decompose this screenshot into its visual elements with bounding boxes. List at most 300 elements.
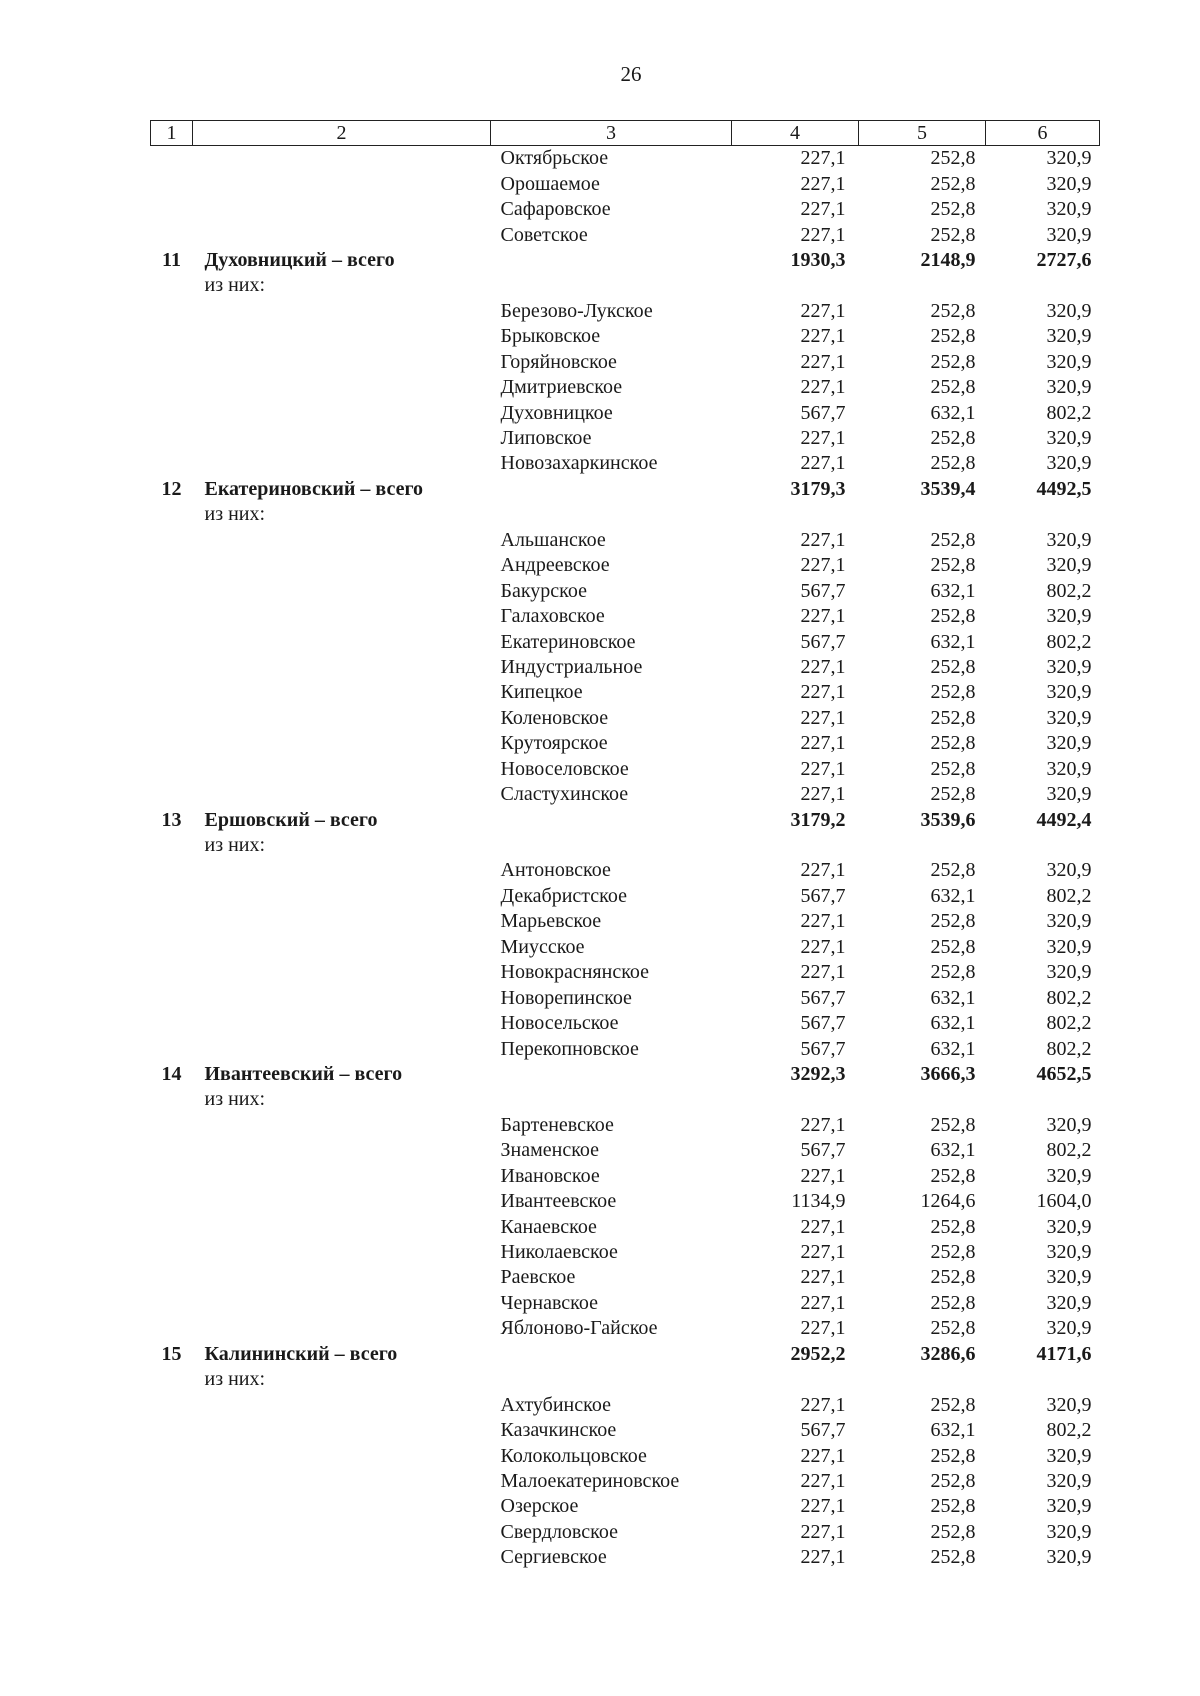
value-cell: 252,8 [930,1317,976,1340]
empty-cell [986,833,1100,858]
table-row [151,400,1100,425]
total-cell: 3179,3 [790,477,846,500]
value-cell: 227,1 [800,223,846,246]
value-cell: 227,1 [800,1266,846,1289]
value-cell: 227,1 [800,554,846,577]
value-cell: 252,8 [930,1444,976,1467]
value-cell: 632,1 [930,1139,976,1162]
empty-cell [151,858,193,883]
settlement-name: Новозахаркинское [500,452,658,475]
settlement-name: Новорепинское [500,986,632,1009]
table-row [151,731,1100,756]
empty-cell [151,1138,193,1163]
value-cell: 227,1 [800,859,846,882]
value-cell: 252,8 [930,1241,976,1264]
subheading-label: из них: [204,503,266,526]
value-cell: 1604,0 [1036,1190,1092,1213]
empty-cell [193,604,491,629]
empty-cell [193,1418,491,1443]
empty-cell [732,1367,859,1392]
empty-cell [151,1164,193,1189]
district-number: 12 [161,477,182,500]
settlement-name: Орошаемое [500,172,600,195]
total-cell: 3539,6 [920,808,976,831]
empty-cell [151,553,193,578]
settlement-name: Ивантеевское [500,1190,617,1213]
empty-cell [491,1087,732,1112]
settlement-name: Чернавское [500,1291,598,1314]
settlement-name: Екатериновское [500,630,636,653]
empty-cell [491,1062,732,1087]
empty-cell [151,604,193,629]
empty-cell [986,502,1100,527]
empty-cell [151,350,193,375]
district-row [151,248,1100,273]
value-cell: 320,9 [1046,935,1092,958]
empty-cell [151,426,193,451]
empty-cell [193,960,491,985]
settlement-name: Горяйновское [500,350,617,373]
empty-cell [732,273,859,298]
value-cell: 252,8 [930,554,976,577]
value-cell: 227,1 [800,910,846,933]
total-cell: 1930,3 [790,248,846,271]
settlement-name: Крутоярское [500,732,608,755]
value-cell: 320,9 [1046,1444,1092,1467]
table-row [151,680,1100,705]
table-row [151,706,1100,731]
empty-cell [151,1443,193,1468]
subheading-label: из них: [204,1368,266,1391]
empty-cell [151,1545,193,1570]
column-header: 2 [193,121,491,146]
settlement-name: Миусское [500,935,585,958]
settlement-name: Березово-Лукское [500,299,653,322]
empty-cell [151,1011,193,1036]
value-cell: 227,1 [800,1495,846,1518]
value-cell: 227,1 [800,528,846,551]
table-row [151,935,1100,960]
value-cell: 802,2 [1046,579,1092,602]
value-cell: 567,7 [800,986,846,1009]
empty-cell [193,1265,491,1290]
settlement-name: Николаевское [500,1241,618,1264]
table-row [151,451,1100,476]
value-cell: 227,1 [800,1241,846,1264]
district-number: 14 [161,1062,182,1085]
total-cell: 3539,4 [920,477,976,500]
settlement-name: Ивановское [500,1164,600,1187]
empty-cell [732,833,859,858]
empty-cell [491,1367,732,1392]
value-cell: 320,9 [1046,655,1092,678]
table-row [151,1011,1100,1036]
value-cell: 320,9 [1046,1266,1092,1289]
empty-cell [193,1469,491,1494]
settlement-name: Знаменское [500,1139,600,1162]
settlement-name: Дмитриевское [500,376,623,399]
value-cell: 227,1 [800,935,846,958]
settlement-name: Яблоново-Гайское [500,1317,658,1340]
value-cell: 252,8 [930,1291,976,1314]
table-row [151,1240,1100,1265]
empty-cell [193,324,491,349]
value-cell: 802,2 [1046,1037,1092,1060]
empty-cell [151,985,193,1010]
table-row [151,1265,1100,1290]
empty-cell [193,1214,491,1239]
value-cell: 252,8 [930,1546,976,1569]
empty-cell [193,1392,491,1417]
empty-cell [193,629,491,654]
value-cell: 320,9 [1046,605,1092,628]
empty-cell [193,350,491,375]
settlement-name: Андреевское [500,554,610,577]
value-cell: 227,1 [800,1520,846,1543]
empty-cell [151,1367,193,1392]
value-cell: 567,7 [800,1419,846,1442]
settlement-name: Новосельское [500,1012,619,1035]
settlement-name: Сергиевское [500,1546,607,1569]
value-cell: 252,8 [930,325,976,348]
empty-cell [151,1418,193,1443]
empty-cell [151,655,193,680]
empty-cell [732,502,859,527]
value-cell: 227,1 [800,198,846,221]
empty-cell [193,1443,491,1468]
value-cell: 320,9 [1046,1317,1092,1340]
settlement-name: Малоекатериновское [500,1469,680,1492]
table-row [151,1138,1100,1163]
empty-cell [491,477,732,502]
settlement-name: Антоновское [500,859,611,882]
value-cell: 632,1 [930,401,976,424]
value-cell: 802,2 [1046,1012,1092,1035]
empty-cell [859,273,986,298]
value-cell: 802,2 [1046,1419,1092,1442]
value-cell: 227,1 [800,1215,846,1238]
value-cell: 802,2 [1046,1139,1092,1162]
value-cell: 252,8 [930,605,976,628]
value-cell: 320,9 [1046,1546,1092,1569]
total-cell: 3666,3 [920,1062,976,1085]
value-cell: 252,8 [930,350,976,373]
value-cell: 320,9 [1046,223,1092,246]
empty-cell [151,528,193,553]
empty-cell [151,1214,193,1239]
empty-cell [491,807,732,832]
value-cell: 567,7 [800,884,846,907]
value-cell: 227,1 [800,681,846,704]
empty-cell [193,1494,491,1519]
empty-cell [193,782,491,807]
column-header: 4 [732,121,859,146]
value-cell: 252,8 [930,299,976,322]
value-cell: 252,8 [930,859,976,882]
table-row [151,960,1100,985]
empty-cell [151,375,193,400]
value-cell: 320,9 [1046,1495,1092,1518]
value-cell: 227,1 [800,1164,846,1187]
empty-cell [193,985,491,1010]
table-row [151,197,1100,222]
empty-cell [193,578,491,603]
empty-cell [193,731,491,756]
total-cell: 2952,2 [790,1342,846,1365]
value-cell: 320,9 [1046,299,1092,322]
value-cell: 252,8 [930,427,976,450]
value-cell: 632,1 [930,986,976,1009]
empty-cell [151,629,193,654]
table-row [151,553,1100,578]
district-row [151,1342,1100,1367]
empty-cell [491,1342,732,1367]
settlement-name: Казачкинское [500,1419,617,1442]
value-cell: 252,8 [930,1469,976,1492]
value-cell: 252,8 [930,1113,976,1136]
subheading-row [151,833,1100,858]
value-cell: 252,8 [930,1215,976,1238]
empty-cell [193,884,491,909]
empty-cell [193,400,491,425]
subheading-row [151,1087,1100,1112]
empty-cell [151,171,193,196]
settlement-name: Октябрьское [500,147,609,170]
value-cell: 227,1 [800,376,846,399]
empty-cell [193,1113,491,1138]
value-cell: 802,2 [1046,884,1092,907]
empty-cell [193,1520,491,1545]
column-header: 3 [491,121,732,146]
value-cell: 252,8 [930,732,976,755]
table-row [151,1291,1100,1316]
value-cell: 227,1 [800,605,846,628]
table-row [151,1164,1100,1189]
settlement-name: Ахтубинское [500,1393,611,1416]
empty-cell [151,578,193,603]
table-row [151,782,1100,807]
settlement-name: Бакурское [500,579,587,602]
value-cell: 632,1 [930,630,976,653]
value-cell: 252,8 [930,935,976,958]
empty-cell [732,1087,859,1112]
empty-cell [151,197,193,222]
value-cell: 227,1 [800,1444,846,1467]
empty-cell [193,375,491,400]
settlement-name: Кипецкое [500,681,583,704]
total-cell: 2727,6 [1036,248,1092,271]
value-cell: 567,7 [800,1139,846,1162]
value-cell: 320,9 [1046,732,1092,755]
settlement-name: Духовницкое [500,401,613,424]
subheading-row [151,502,1100,527]
settlement-name: Раевское [500,1266,576,1289]
value-cell: 567,7 [800,401,846,424]
value-cell: 632,1 [930,1012,976,1035]
value-cell: 632,1 [930,1037,976,1060]
value-cell: 802,2 [1046,986,1092,1009]
empty-cell [986,273,1100,298]
value-cell: 227,1 [800,325,846,348]
value-cell: 1134,9 [791,1190,846,1213]
empty-cell [151,1520,193,1545]
empty-cell [859,833,986,858]
empty-cell [151,1392,193,1417]
column-header: 1 [151,121,193,146]
value-cell: 227,1 [800,1317,846,1340]
empty-cell [491,502,732,527]
empty-cell [986,1367,1100,1392]
table-row [151,1443,1100,1468]
value-cell: 320,9 [1046,961,1092,984]
subheading-row [151,1367,1100,1392]
value-cell: 252,8 [930,147,976,170]
value-cell: 227,1 [800,1291,846,1314]
value-cell: 252,8 [930,681,976,704]
value-cell: 320,9 [1046,1113,1092,1136]
empty-cell [193,146,491,172]
empty-cell [193,299,491,324]
value-cell: 320,9 [1046,1164,1092,1187]
empty-cell [491,273,732,298]
empty-cell [193,171,491,196]
total-cell: 4492,4 [1036,808,1092,831]
district-row [151,807,1100,832]
total-cell: 3292,3 [790,1062,846,1085]
empty-cell [151,273,193,298]
empty-cell [193,909,491,934]
empty-cell [859,1367,986,1392]
empty-cell [151,757,193,782]
value-cell: 567,7 [800,579,846,602]
settlement-name: Бартеневское [500,1113,614,1136]
table-row [151,1520,1100,1545]
empty-cell [151,680,193,705]
value-cell: 227,1 [800,961,846,984]
value-cell: 632,1 [930,579,976,602]
table-body [151,146,1100,1571]
district-name: Ершовский – всего [204,808,378,831]
empty-cell [193,426,491,451]
table-row [151,1316,1100,1341]
value-cell: 802,2 [1046,630,1092,653]
total-cell: 2148,9 [920,248,976,271]
empty-cell [193,1011,491,1036]
value-cell: 252,8 [930,757,976,780]
empty-cell [151,400,193,425]
settlement-name: Липовское [500,427,592,450]
district-row [151,477,1100,502]
value-cell: 320,9 [1046,1520,1092,1543]
empty-cell [151,884,193,909]
empty-cell [859,1087,986,1112]
empty-cell [151,833,193,858]
settlement-name: Декабристское [500,884,627,907]
table-row [151,884,1100,909]
value-cell: 227,1 [800,147,846,170]
district-name: Духовницкий – всего [204,248,395,271]
table-row [151,222,1100,247]
value-cell: 252,8 [930,655,976,678]
value-cell: 320,9 [1046,452,1092,475]
empty-cell [151,146,193,172]
empty-cell [193,1316,491,1341]
value-cell: 227,1 [800,655,846,678]
value-cell: 632,1 [930,1419,976,1442]
total-cell: 4171,6 [1036,1342,1092,1365]
table-row [151,909,1100,934]
value-cell: 227,1 [800,1113,846,1136]
empty-cell [491,248,732,273]
empty-cell [193,655,491,680]
value-cell: 252,8 [930,1266,976,1289]
table-row [151,1494,1100,1519]
subheading-row [151,273,1100,298]
value-cell: 227,1 [800,350,846,373]
value-cell: 320,9 [1046,325,1092,348]
table-row [151,1113,1100,1138]
empty-cell [151,1087,193,1112]
subheading-label: из них: [204,834,266,857]
value-cell: 567,7 [800,1012,846,1035]
table-header [151,121,1100,146]
empty-cell [151,1113,193,1138]
table-row [151,350,1100,375]
district-name: Калининский – всего [204,1342,398,1365]
table-row [151,528,1100,553]
total-cell: 4492,5 [1036,477,1092,500]
value-cell: 252,8 [930,706,976,729]
empty-cell [193,451,491,476]
value-cell: 320,9 [1046,198,1092,221]
empty-cell [151,1316,193,1341]
table-row [151,171,1100,196]
empty-cell [193,197,491,222]
value-cell: 320,9 [1046,376,1092,399]
value-cell: 252,8 [930,1393,976,1416]
table-row [151,858,1100,883]
value-cell: 802,2 [1046,401,1092,424]
empty-cell [151,451,193,476]
value-cell: 227,1 [800,172,846,195]
value-cell: 320,9 [1046,783,1092,806]
district-row [151,1062,1100,1087]
settlement-name: Альшанское [500,528,606,551]
empty-cell [151,1291,193,1316]
total-cell: 4652,5 [1036,1062,1092,1085]
value-cell: 227,1 [800,299,846,322]
table-row [151,629,1100,654]
value-cell: 567,7 [800,630,846,653]
value-cell: 320,9 [1046,528,1092,551]
value-cell: 227,1 [800,783,846,806]
subheading-label: из них: [204,1088,266,1111]
table-row [151,655,1100,680]
value-cell: 320,9 [1046,706,1092,729]
settlement-name: Брыковское [500,325,601,348]
value-cell: 320,9 [1046,147,1092,170]
settlement-name: Колокольцовское [500,1444,647,1467]
empty-cell [193,706,491,731]
district-number: 11 [162,248,181,271]
settlement-name: Свердловское [500,1520,618,1543]
empty-cell [193,553,491,578]
value-cell: 320,9 [1046,1393,1092,1416]
column-header: 6 [986,121,1100,146]
value-cell: 1264,6 [920,1190,976,1213]
empty-cell [151,1469,193,1494]
value-cell: 227,1 [800,732,846,755]
